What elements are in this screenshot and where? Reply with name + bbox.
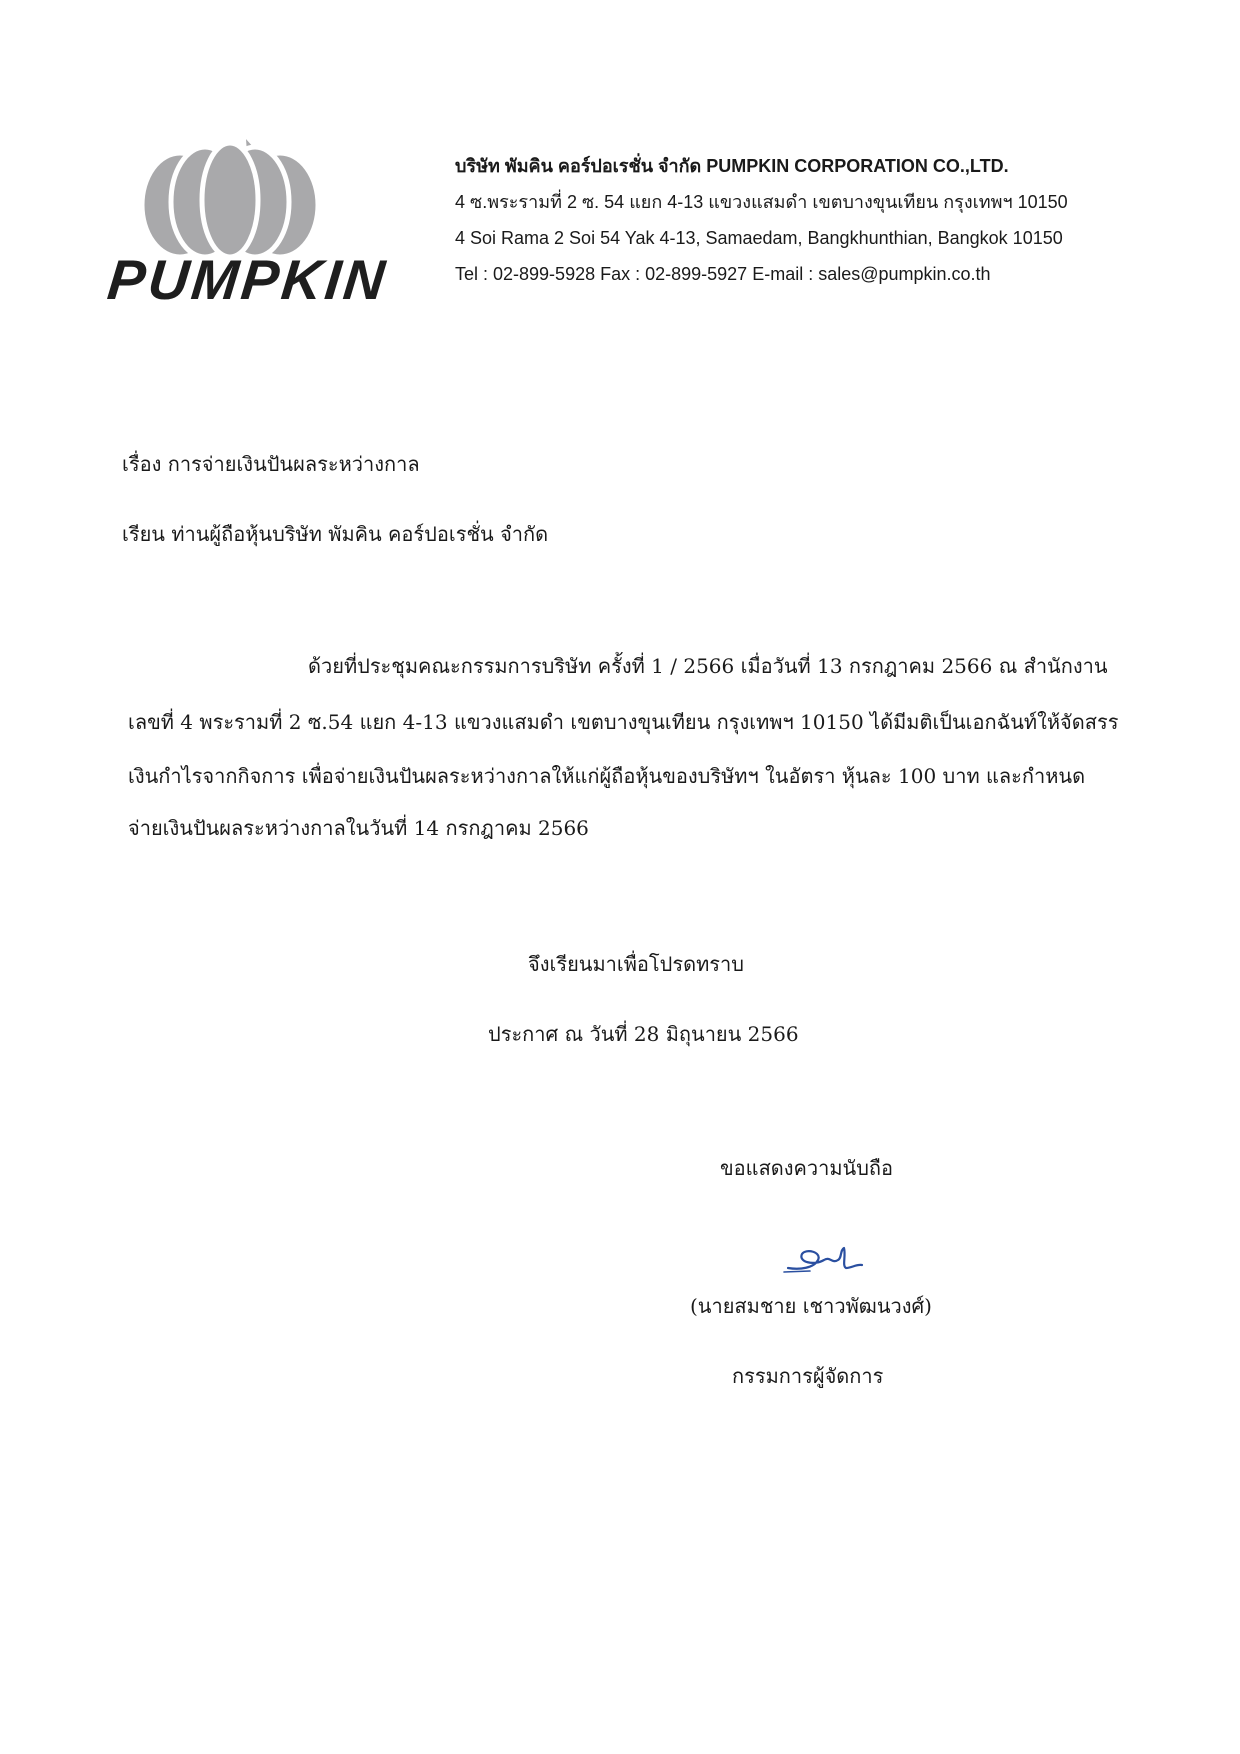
body-line: ด้วยที่ประชุมคณะกรรมการบริษัท ครั้งที่ 1 / 2566 เมื่อวันที่ 13 กรกฎาคม 2566 ณ สำนักงาน <box>308 654 1108 678</box>
regards-line: ขอแสดงความนับถือ <box>720 1156 894 1180</box>
body-line: เงินกำไรจากกิจการ เพื่อจ่ายเงินปันผลระหว่างกาลให้แก่ผู้ถือหุ้นของบริษัทฯ ในอัตรา หุ้นละ 100 บาท และกำหนด <box>128 764 1086 788</box>
logo-wordmark: PUMPKIN <box>104 248 391 311</box>
body-line: เลขที่ 4 พระรามที่ 2 ซ.54 แยก 4-13 แขวงแสมดำ เขตบางขุนเทียน กรุงเทพฯ 10150 ได้มีมติเป็นเอกฉันท์ให้จัดสรร <box>128 710 1119 734</box>
announcement-date: ประกาศ ณ วันที่ 28 มิถุนายน 2566 <box>488 1022 799 1046</box>
signature-icon <box>780 1238 870 1278</box>
address-thai: 4 ซ.พระรามที่ 2 ซ. 54 แยก 4-13 แขวงแสมดำ เขตบางขุนเทียน กรุงเทพฯ 10150 <box>455 192 1068 212</box>
company-name: บริษัท พัมคิน คอร์ปอเรชั่น จำกัด PUMPKIN CORPORATION CO.,LTD. <box>455 156 1009 176</box>
body-line: จ่ายเงินปันผลระหว่างกาลในวันที่ 14 กรกฎาคม 2566 <box>128 816 589 840</box>
contact-info: Tel : 02-899-5928 Fax : 02-899-5927 E-mail : sales@pumpkin.co.th <box>455 264 991 284</box>
signatory-title: กรรมการผู้จัดการ <box>732 1364 884 1388</box>
address-english: 4 Soi Rama 2 Soi 54 Yak 4-13, Samaedam, Bangkhunthian, Bangkok 10150 <box>455 228 1063 248</box>
signatory-name: (นายสมชาย เชาวพัฒนวงศ์) <box>690 1294 932 1318</box>
subject-line: เรื่อง การจ่ายเงินปันผลระหว่างกาล <box>122 452 420 476</box>
company-header <box>455 148 1195 292</box>
closing-line: จึงเรียนมาเพื่อโปรดทราบ <box>528 952 744 976</box>
recipient-line: เรียน ท่านผู้ถือหุ้นบริษัท พัมคิน คอร์ปอเรชั่น จำกัด <box>122 522 549 546</box>
